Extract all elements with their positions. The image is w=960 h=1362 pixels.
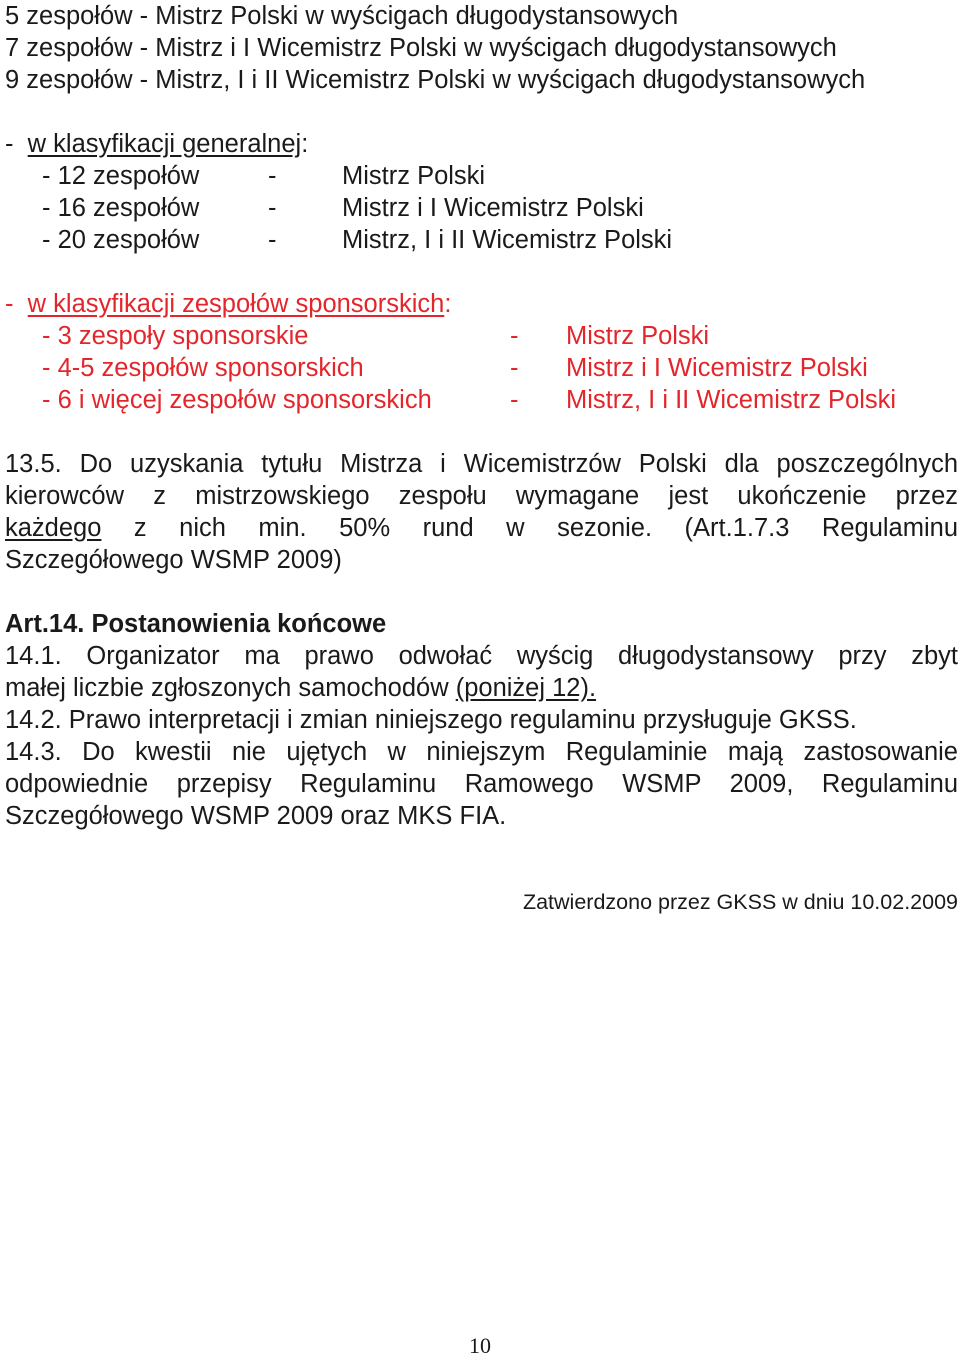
- article-14-heading: Art.14. Postanowienia końcowe: [5, 610, 387, 638]
- text-line: 7 zespołów - Mistrz i I Wicemistrz Polski w wyścigach długodystansowych: [5, 34, 837, 62]
- general-classification-heading: - w klasyfikacji generalnej:: [5, 130, 309, 158]
- paragraph-13-5-line: 13.5. Do uzyskania tytułu Mistrza i Wicemistrzów Polski dla poszczególnych: [5, 450, 958, 478]
- paragraph-13-5-line: kierowców z mistrzowskiego zespołu wymagane jest ukończenie przez: [5, 482, 958, 510]
- text-line: 5 zespołów - Mistrz Polski w wyścigach długodystansowych: [5, 2, 679, 30]
- text-line: 9 zespołów - Mistrz, I i II Wicemistrz Polski w wyścigach długodystansowych: [5, 66, 866, 94]
- paragraph-14-3-line: 14.3. Do kwestii nie ujętych w niniejszym Regulaminie mają zastosowanie: [5, 738, 958, 766]
- paragraph-14-2: 14.2. Prawo interpretacji i zmian niniejszego regulaminu przysługuje GKSS.: [5, 706, 857, 734]
- paragraph-13-5-line: Szczegółowego WSMP 2009): [5, 546, 342, 574]
- paragraph-13-5-line: każdego z nich min. 50% rund w sezonie. (Art.1.7.3 Regulaminu: [5, 514, 958, 542]
- paragraph-14-3-line: odpowiednie przepisy Regulaminu Ramowego WSMP 2009, Regulaminu: [5, 770, 958, 798]
- paragraph-14-3-line: Szczegółowego WSMP 2009 oraz MKS FIA.: [5, 802, 507, 830]
- paragraph-14-1-line: 14.1. Organizator ma prawo odwołać wyścig długodystansowy przy zbyt: [5, 642, 958, 670]
- page-number: 10: [469, 1333, 491, 1358]
- sponsor-classification-heading: - w klasyfikacji zespołów sponsorskich:: [5, 290, 452, 318]
- sponsor-heading-text: w klasyfikacji zespołów sponsorskich: [27, 290, 445, 318]
- approval-note: Zatwierdzono przez GKSS w dniu 10.02.2009: [522, 890, 958, 914]
- paragraph-14-1-line: małej liczbie zgłoszonych samochodów (poniżej 12).: [5, 674, 597, 702]
- general-heading-text: w klasyfikacji generalnej: [27, 130, 302, 158]
